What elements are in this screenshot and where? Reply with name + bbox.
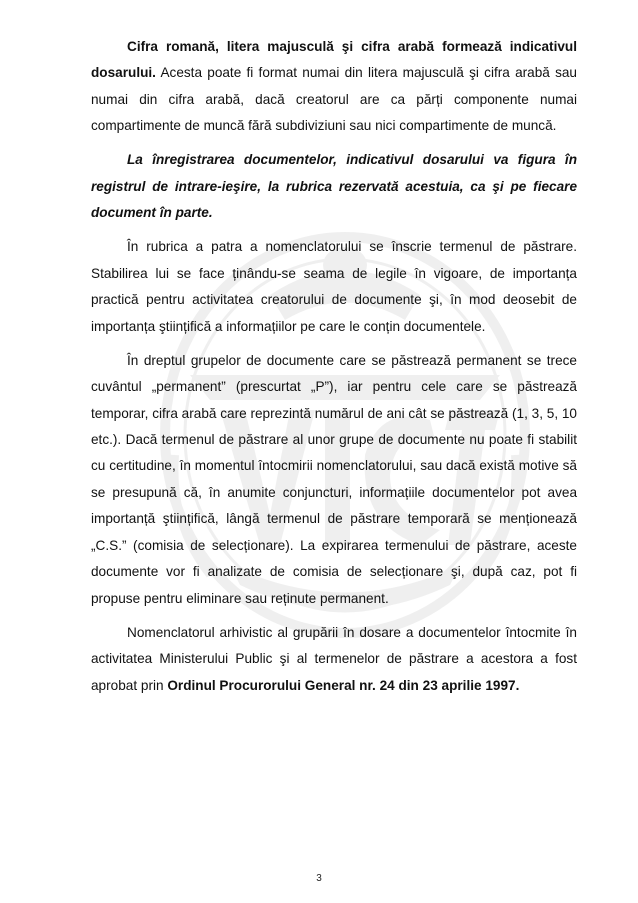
paragraph-termen-pastrare: În rubrica a patra a nomenclatorului se înscrie termenul de păstrare. Stabilirea lui se face ținându-se seama de legile în vigoare, de importanța practică pentru activitatea creatorului de documente şi, în mod deosebit de importanța ştiințifică a informațiilor pe care le conțin documentele. [91,239,577,334]
document-body [91,34,577,707]
paragraph-text: Nomenclatorul arhivistic al grupării în dosare a documentelor întocmite în activitatea Ministerului Public şi al termenelor de păstrare a acestora a fost aprobat prin [91,624,577,693]
paragraph-nomenclator [91,620,577,699]
paragraph-bold-lead: Cifra romană, litera majusculă şi cifra arabă formează indicativul dosarului. [91,39,577,81]
paragraph-text: Acesta poate fi format numai din litera majusculă şi cifra arabă sau numai din cifra arabă, dacă creatorul are ca părți componente numai compartimente de muncă fără subdiviziuni sau nici compartimente de muncă. [91,65,577,134]
paragraph-permanent: În dreptul grupelor de documente care se păstrează permanent se trece cuvântul „permanent” (prescurtat „P”), iar pentru cele care se păstrează temporar, cifra arabă care reprezintă numărul de ani cât se păstrează (1, 3, 5, 10 etc.). Dacă termenul de păstrare al unor grupe de documente nu poate fi stabilit cu certitudine, în momentul întocmirii nomenclatorului, sau dacă există motive să se presupună că, în anumite conjuncturi, informațiile documentelor pot avea importanță ştiințifică, lângă termenul de păstrare temporară se menționează „C.S.” (comisia de selecționare). La expirarea termenului de păstrare, aceste documente vor fi analizate de comisia de selecționare şi, după caz, pot fi propuse pentru eliminare sau reținute permanent. [91,352,577,606]
paragraph-indicativ [91,34,577,140]
paragraph-inregistrare: La înregistrarea documentelor, indicativul dosarului va figura în registrul de intrare-ieşire, la rubrica rezervată acestuia, ca şi pe fiecare document în parte. [91,152,577,221]
paragraph-bold-order: Ordinul Procurorului General nr. 24 din 23 aprilie 1997. [167,677,520,693]
page-number: 3 [316,873,322,884]
